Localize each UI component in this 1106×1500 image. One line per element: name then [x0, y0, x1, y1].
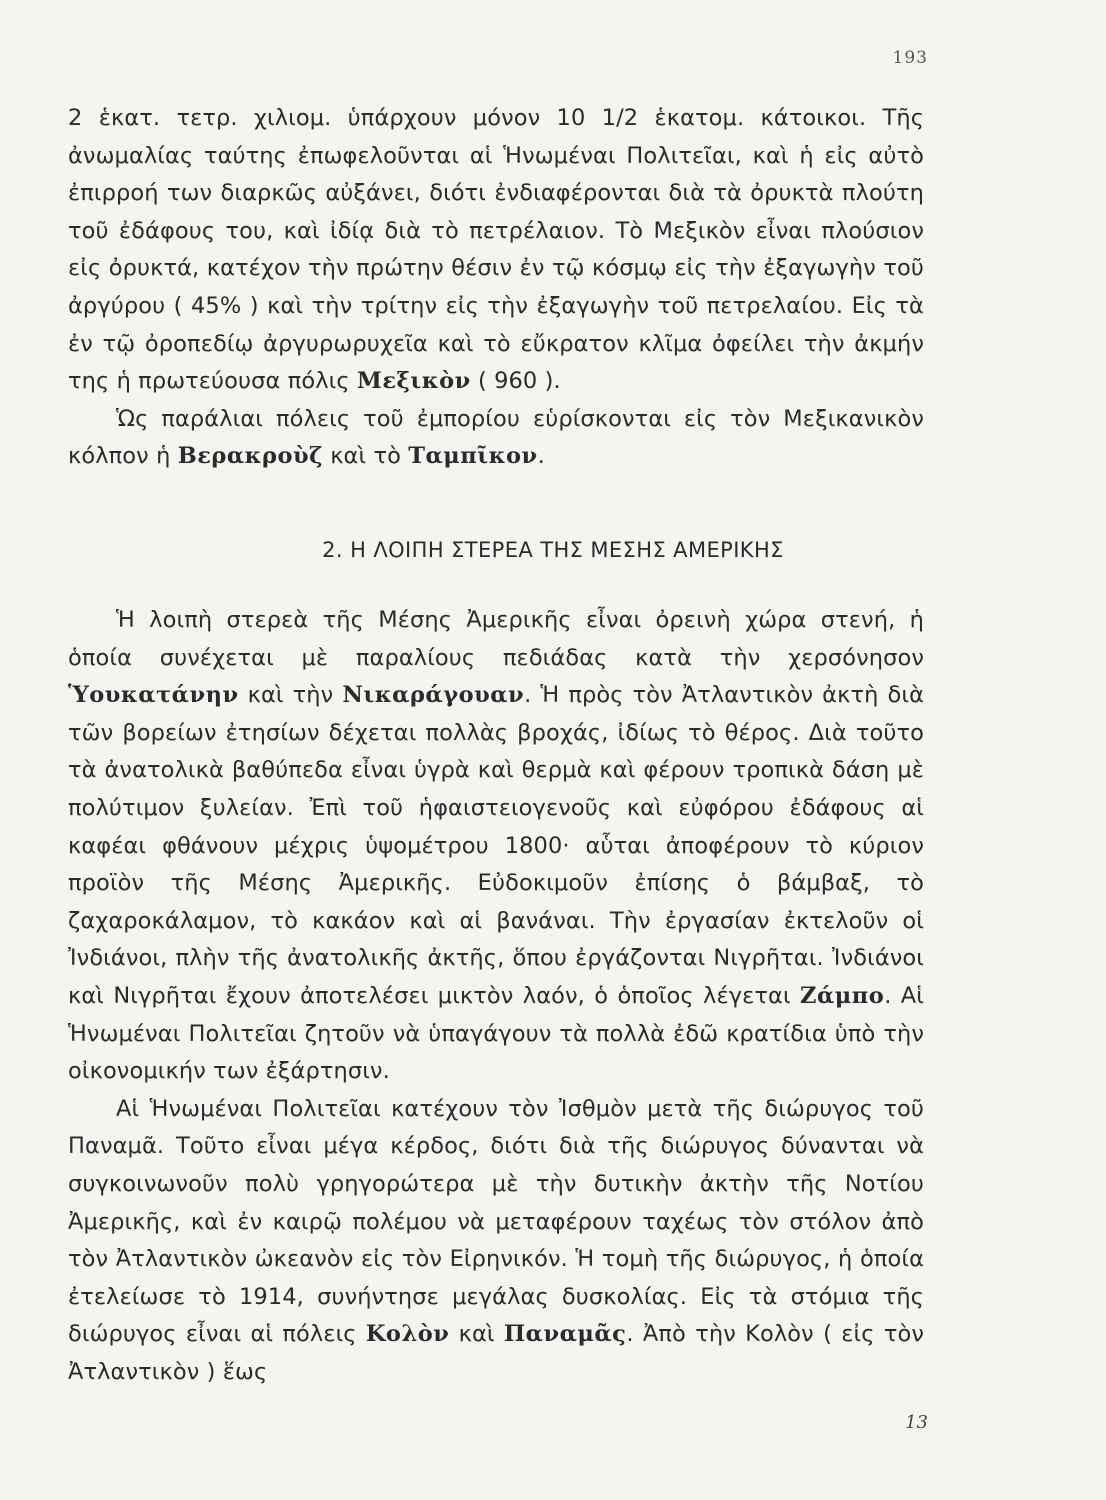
paragraph: Αἱ Ἡνωμέναι Πολιτεῖαι κατέχουν τὸν Ἰσθμὸν μετὰ τῆς διώρυγος τοῦ Παναμᾶ. Τοῦτο εἶναι μέγα κέρδος, διότι διὰ τῆς διώρυγος δύνανται νὰ συγκοινωνοῦν πολὺ γρηγορώτερα μὲ τὴν δυτικὴν ἀκτὴν τῆς Νοτίου Ἀμερικῆς, καὶ ἐν καιρῷ πολέμου νὰ μεταφέρουν ταχέως τὸν στόλον ἀπὸ τὸν Ἀτλαντικὸν ὠκεανὸν εἰς τὸν Εἰρηνικόν. Ἡ τομὴ τῆς διώρυγος, ἡ ὁποία ἐτελείωσε τὸ 1914, συνήντησε μεγάλας δυσκολίας. Εἰς τὰ στόμια τῆς διώρυγος εἶναι αἱ πόλεις Κολὸν καὶ Παναμᾶς. Ἀπὸ τὴν Κολὸν ( εἰς τὸν Ἀτλαντικὸν ) ἕως [68, 1095, 924, 1385]
paragraph: Ὡς παράλιαι πόλεις τοῦ ἐμπορίου εὑρίσκονται εἰς τὸν Μεξικανικὸν κόλπον ἡ Βερακροὺζ καὶ τὸ Ταμπῖκον. [68, 405, 924, 470]
bold-term: Νικαράγουαν [342, 682, 525, 709]
bold-term: Παναμᾶς [503, 1321, 627, 1348]
section-heading: 2. Η ΛΟΙΠΗ ΣΤΕΡΕΑ ΤΗΣ ΜΕΣΗΣ ΑΜΕΡΙΚΗΣ [322, 538, 784, 562]
bold-term: Ζάμπο [800, 982, 885, 1009]
bold-term: Ὑουκατάνην [68, 682, 239, 709]
bold-term: Μεξικὸν [356, 368, 471, 395]
signature-mark: 13 [905, 1412, 928, 1433]
page-number: 193 [892, 48, 928, 68]
intro-text-block [68, 100, 924, 476]
paragraph: 2 ἑκατ. τετρ. χιλιομ. ὑπάρχουν μόνον 10 1/2 ἑκατομ. κάτοικοι. Τῆς ἀνωμαλίας ταύτης ἐπωφελοῦνται αἱ Ἡνωμέναι Πολιτεῖαι, καὶ ἡ εἰς αὐτὸ ἐπιρροή των διαρκῶς αὐξάνει, διότι ἐνδιαφέρονται διὰ τὰ ὀρυκτὰ πλούτη τοῦ ἐδάφους του, καὶ ἰδίᾳ διὰ τὸ πετρέλαιον. Τὸ Μεξικὸν εἶναι πλούσιον εἰς ὀρυκτά, κατέχον τὴν πρώτην θέσιν ἐν τῷ κόσμῳ εἰς τὴν ἐξαγωγὴν τοῦ ἀργύρου ( 45% ) καὶ τὴν τρίτην εἰς τὴν ἐξαγωγὴν τοῦ πετρελαίου. Εἰς τὰ ἐν τῷ ὀροπεδίῳ ἀργυρωρυχεῖα καὶ τὸ εὔκρατον κλῖμα ὀφείλει τὴν ἀκμήν της ἡ πρωτεύουσα πόλις Μεξικὸν ( 960 ). [68, 105, 924, 395]
bold-term: Ταμπῖκον [408, 443, 538, 470]
bold-term: Βερακροὺζ [177, 443, 323, 470]
paragraph: Ἡ λοιπὴ στερεὰ τῆς Μέσης Ἀμερικῆς εἶναι ὀρεινὴ χώρα στενή, ἡ ὁποία συνέχεται μὲ παραλίους πεδιάδας κατὰ τὴν χερσόνησον Ὑουκατάνην καὶ τὴν Νικαράγουαν. Ἡ πρὸς τὸν Ἀτλαντικὸν ἀκτὴ διὰ τῶν βορείων ἐτησίων δέχεται πολλὰς βροχάς, ἰδίως τὸ θέρος. Διὰ τοῦτο τὰ ἀνατολικὰ βαθύπεδα εἶναι ὑγρὰ καὶ θερμὰ καὶ φέρουν τροπικὰ δάση μὲ πολύτιμον ξυλείαν. Ἐπὶ τοῦ ἡφαιστειογενοῦς καὶ εὐφόρου ἐδάφους αἱ καφέαι φθάνουν μέχρις ὑψομέτρου 1800· αὗται ἀποφέρουν τὸ κύριον προϊὸν τῆς Μέσης Ἀμερικῆς. Εὐδοκιμοῦν ἐπίσης ὁ βάμβαξ, τὸ ζαχαροκάλαμον, τὸ κακάον καὶ αἱ βανάναι. Τὴν ἐργασίαν ἐκτελοῦν οἱ Ἰνδιάνοι, πλὴν τῆς ἀνατολικῆς ἀκτῆς, ὅπου ἐργάζονται Νιγρῆται. Ἰνδιάνοι καὶ Νιγρῆται ἔχουν ἀποτελέσει μικτὸν λαόν, ὁ ὁποῖος λέγεται Ζάμπο. Αἱ Ἡνωμέναι Πολιτεῖαι ζητοῦν νὰ ὑπαγάγουν τὰ πολλὰ ἐδῶ κρατίδια ὑπὸ τὴν οἰκονομικήν των ἐξάρτησιν. [68, 607, 925, 1085]
body-text-block [68, 602, 924, 1391]
bold-term: Κολὸν [365, 1321, 450, 1348]
